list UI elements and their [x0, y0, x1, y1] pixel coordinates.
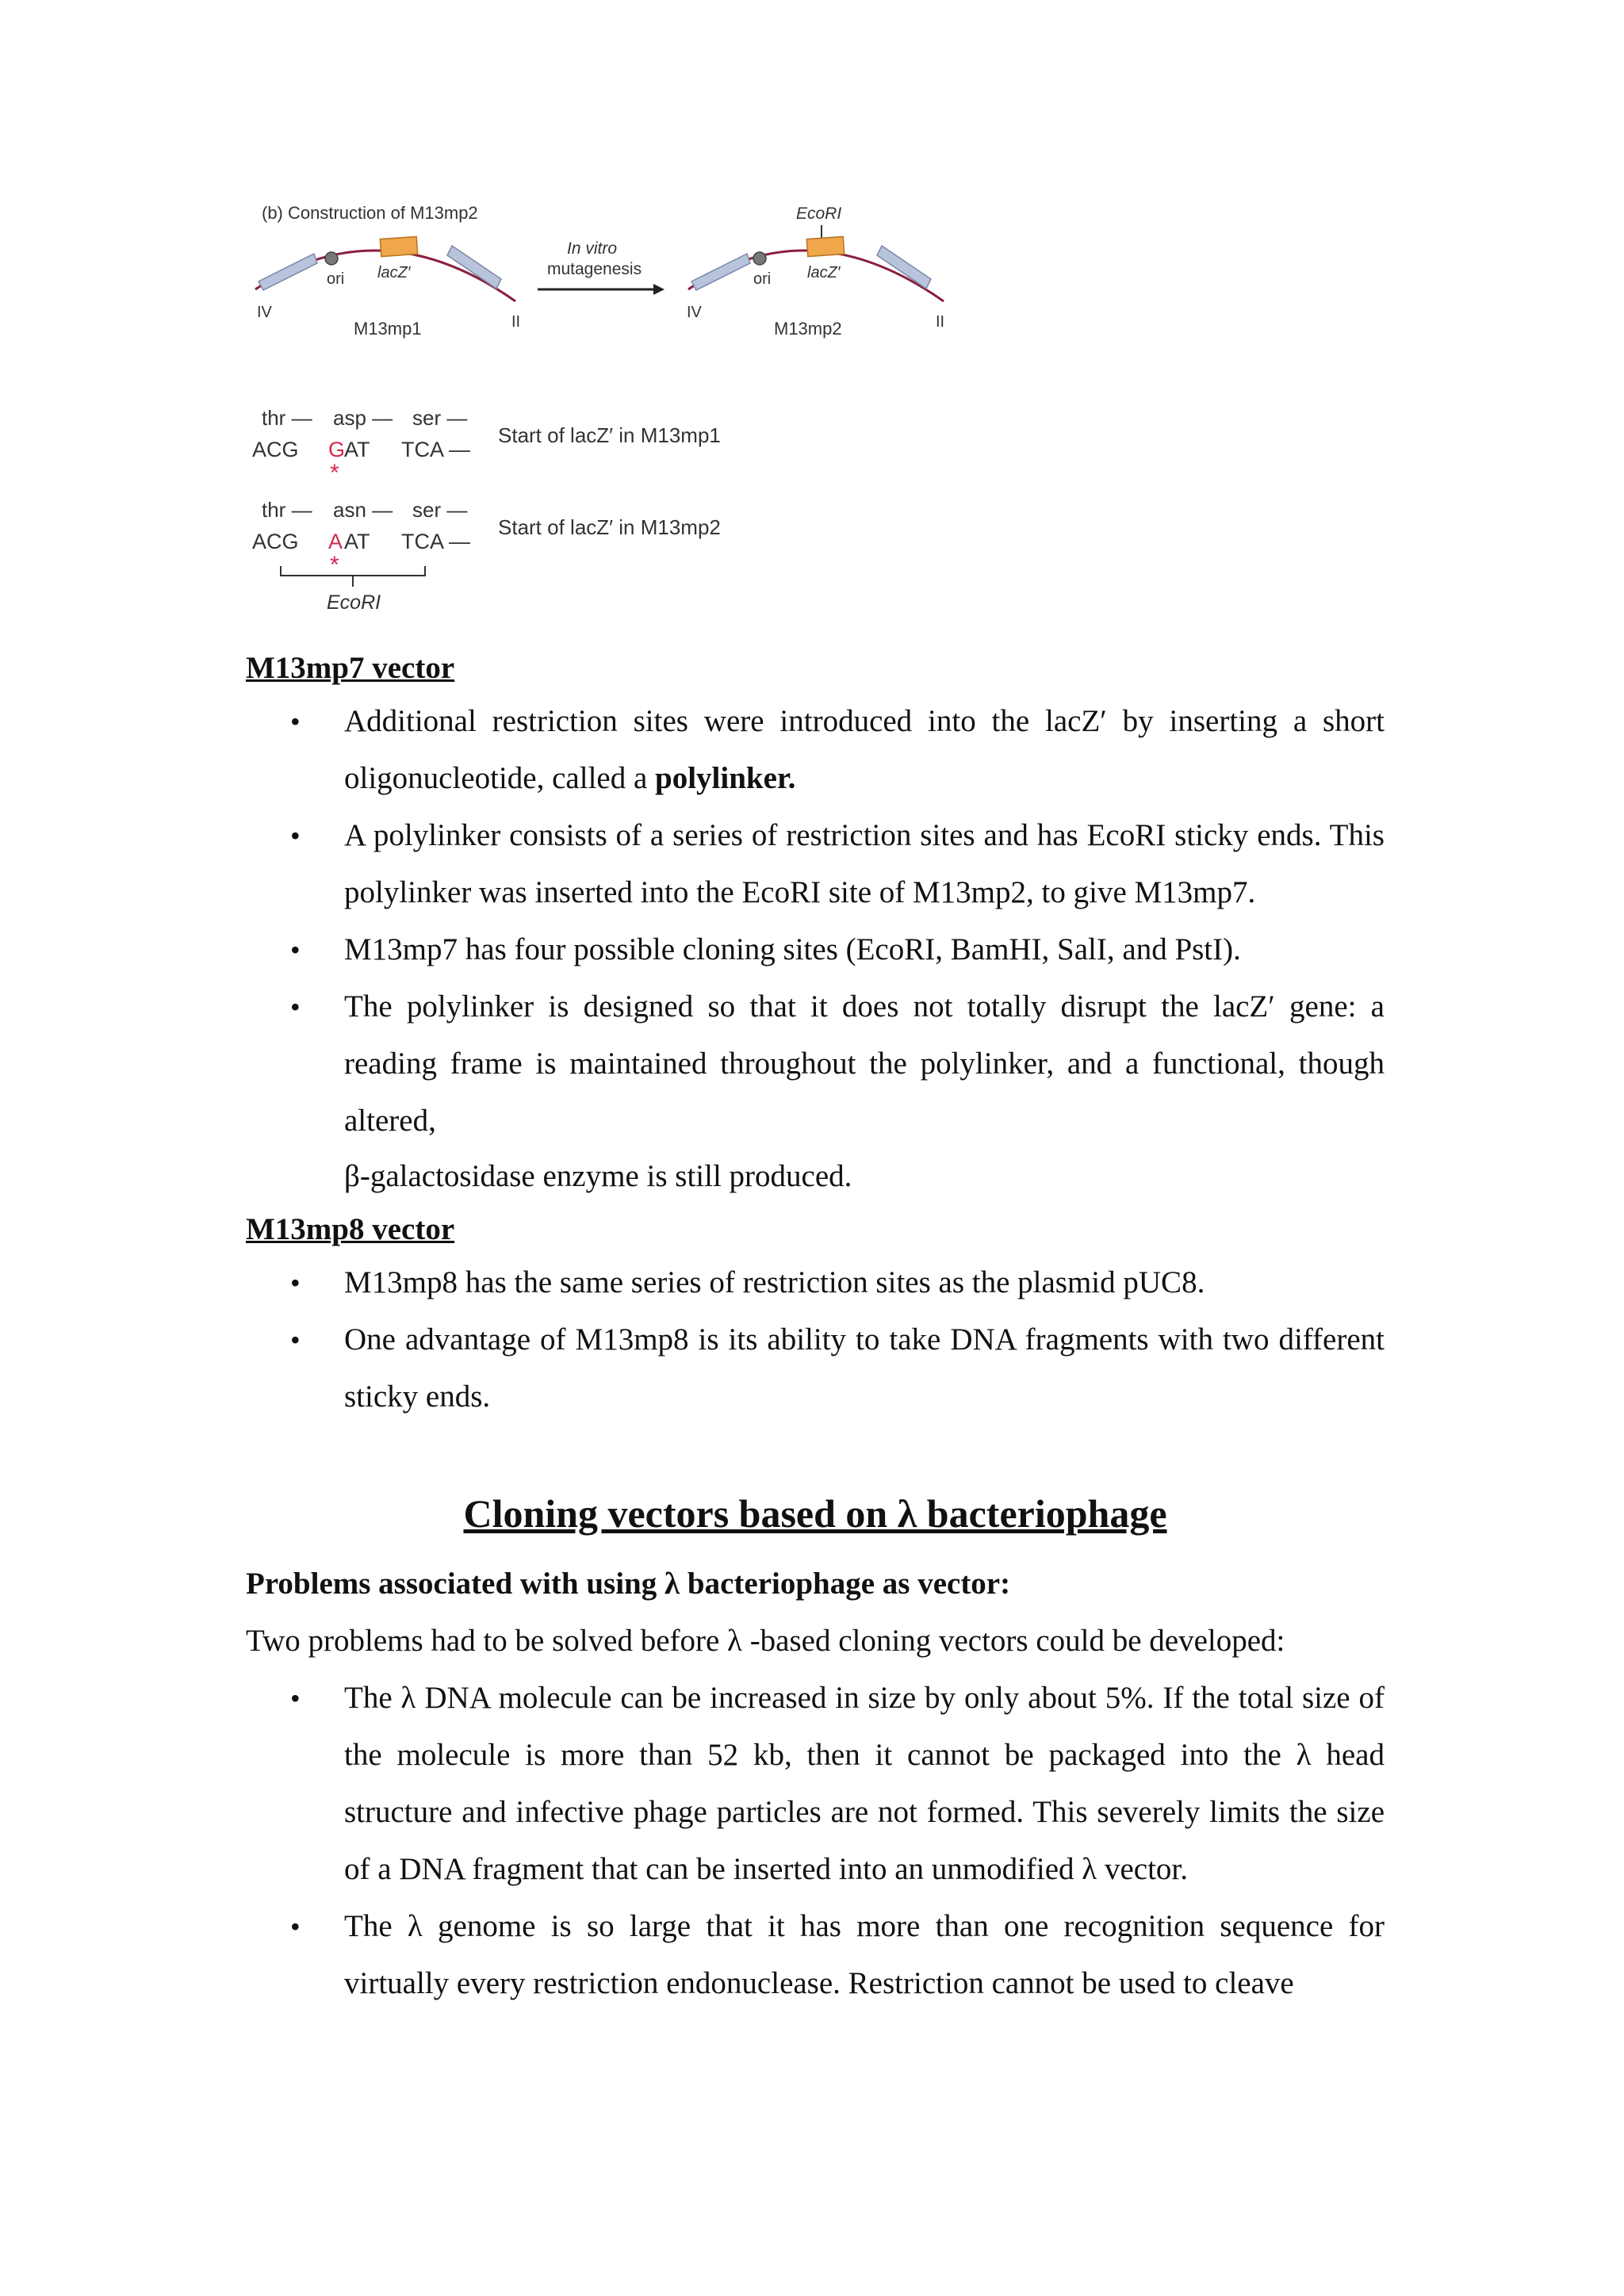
list-item: • The λ genome is so large that it has more than one recognition sequence for virtually every restriction endonuclease. Restriction cannot be used to cleave	[246, 1898, 1385, 2012]
seq1-mutated-base: G	[328, 438, 346, 461]
m13mp7-heading: M13mp7 vector	[246, 651, 455, 685]
m13mp2-map	[687, 205, 944, 339]
m13mp8-list	[246, 1254, 1385, 1425]
arrow-label-1: In vitro	[567, 239, 618, 258]
right-lacz-label: lacZ′	[807, 264, 841, 281]
lambda-problems-list	[246, 1670, 1385, 2012]
seq2-mutated-base: A	[328, 530, 343, 553]
right-ori-label: ori	[753, 270, 772, 288]
seq2-aa-2: asn —	[333, 498, 393, 522]
document-body	[246, 644, 1385, 2012]
seq1-star: *	[330, 460, 339, 486]
seq1-codon-2: AT	[344, 438, 370, 461]
right-gene-iv	[691, 254, 750, 290]
list-item	[246, 978, 1385, 1150]
m13mp7-list	[246, 693, 1385, 1203]
left-map-name: M13mp1	[354, 319, 422, 339]
bullet-text: β-galactosidase enzyme is still produced.	[344, 1159, 852, 1193]
seq1-aa-1: thr —	[262, 406, 312, 430]
right-ecori-label: EcoRI	[796, 205, 842, 223]
seq2-codon-3: TCA —	[401, 530, 471, 553]
mutagenesis-arrow	[538, 239, 665, 295]
bullet-text: The polylinker is designed so that it does not totally disrupt the lacZ′ gene: a reading frame is maintained throughout the polylinker, and a functional, though altered,	[344, 989, 1385, 1138]
list-item: • The λ DNA molecule can be increased in size by only about 5%. If the total size of the molecule is more than 52 kb, then it cannot be packaged into the λ head structure and infective phage particles are not formed. This severely limits the size of a DNA fragment that can be inserted into an unmodified λ vector.	[246, 1670, 1385, 1898]
list-item	[246, 921, 1385, 978]
seq2-label: Start of lacZ′ in M13mp2	[498, 515, 721, 539]
bullet-text: M13mp7 has four possible cloning sites (EcoRI, BamHI, SalI, and PstI).	[344, 932, 1241, 966]
right-iv-label: IV	[687, 304, 702, 321]
arrow-label-2: mutagenesis	[547, 260, 642, 278]
m13mp1-map	[255, 236, 520, 339]
m13mp8-heading: M13mp8 vector	[246, 1212, 455, 1246]
seq2-ecori-label: EcoRI	[327, 591, 381, 614]
polylinker-term: polylinker.	[655, 761, 796, 795]
seq1-label: Start of lacZ′ in M13mp1	[498, 423, 721, 447]
list-item: • M13mp8 has the same series of restriction sites as the plasmid pUC8.	[246, 1254, 1385, 1311]
seq1-codon-1: ACG	[252, 438, 299, 461]
left-lacz-label: lacZ′	[377, 264, 411, 281]
left-ori-label: ori	[327, 270, 345, 288]
ecori-bracket	[281, 566, 425, 576]
seq2-codon-2: AT	[344, 530, 370, 553]
right-ii-label: II	[936, 313, 945, 331]
right-ori-circle	[753, 252, 766, 265]
seq2-star: *	[330, 552, 339, 578]
sequence-m13mp2	[252, 498, 721, 614]
figure-caption: (b) Construction of M13mp2	[262, 203, 478, 223]
left-iv-label: IV	[257, 304, 272, 321]
lambda-intro: Two problems had to be solved before λ -based cloning vectors could be developed:	[246, 1624, 1285, 1658]
list-item-continuation	[246, 1150, 1385, 1203]
seq1-codon-3: TCA —	[401, 438, 471, 461]
lambda-problems-subheading: Problems associated with using λ bacteriophage as vector:	[246, 1567, 1011, 1601]
lambda-section-title: Cloning vectors based on λ bacteriophage	[463, 1491, 1167, 1536]
list-item	[246, 693, 1385, 807]
bullet-text: Additional restriction sites were introduced into the lacZ′ by inserting a short oligonucleotide, called a	[344, 704, 1385, 795]
left-ii-label: II	[511, 313, 521, 331]
list-item: • One advantage of M13mp8 is its ability to take DNA fragments with two different sticky ends.	[246, 1311, 1385, 1425]
seq1-aa-3: ser —	[412, 406, 468, 430]
seq1-aa-2: asp —	[333, 406, 393, 430]
figure-svg	[238, 190, 967, 634]
right-lacz-box	[806, 236, 844, 256]
construction-figure	[238, 190, 967, 634]
sequence-m13mp1	[252, 406, 721, 486]
seq2-codon-1: ACG	[252, 530, 299, 553]
list-item	[246, 807, 1385, 921]
left-lacz-box	[380, 236, 417, 256]
seq2-aa-3: ser —	[412, 498, 468, 522]
left-ori-circle	[325, 252, 338, 265]
bullet-text: A polylinker consists of a series of restriction sites and has EcoRI sticky ends. This polylinker was inserted into the EcoRI site of M13mp2, to give M13mp7.	[344, 818, 1385, 909]
seq2-aa-1: thr —	[262, 498, 312, 522]
right-map-name: M13mp2	[774, 319, 842, 339]
left-gene-iv	[259, 254, 317, 290]
